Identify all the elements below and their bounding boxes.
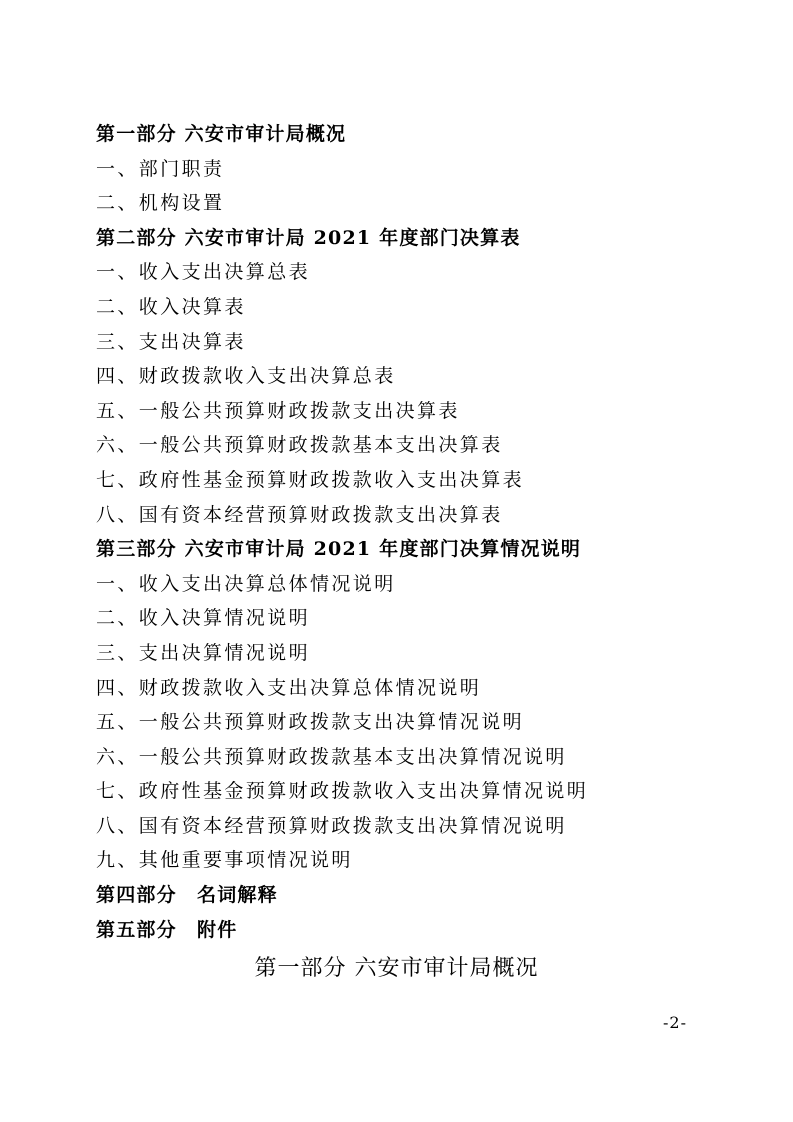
toc-item: 五、一般公共预算财政拨款支出决算情况说明 — [96, 711, 525, 734]
toc-item: 三、支出决算表 — [96, 330, 246, 353]
toc-item: 四、财政拨款收入支出决算总体情况说明 — [96, 676, 482, 699]
toc-part-4: 第四部分 名词解释 — [96, 884, 278, 907]
toc-item: 二、机构设置 — [96, 192, 225, 215]
toc-part-1: 第一部分 六安市审计局概况 — [96, 123, 347, 145]
page-number: -2- — [663, 1013, 687, 1032]
toc-part-3: 第三部分 六安市审计局 2021 年度部门决算情况说明 — [96, 538, 582, 561]
toc-part-5: 第五部分 附件 — [96, 918, 238, 941]
toc-part-2: 第二部分 六安市审计局 2021 年度部门决算表 — [96, 226, 521, 249]
toc-item: 八、国有资本经营预算财政拨款支出决算表 — [96, 503, 503, 526]
toc-item: 一、收入支出决算总体情况说明 — [96, 572, 396, 595]
toc-item: 五、一般公共预算财政拨款支出决算表 — [96, 399, 460, 422]
toc-item: 九、其他重要事项情况说明 — [96, 849, 353, 872]
toc-item: 四、财政拨款收入支出决算总表 — [96, 365, 396, 388]
toc-item: 一、收入支出决算总表 — [96, 261, 311, 284]
toc-item: 七、政府性基金预算财政拨款收入支出决算表 — [96, 468, 525, 491]
toc-item: 三、支出决算情况说明 — [96, 641, 311, 664]
toc-item: 七、政府性基金预算财政拨款收入支出决算情况说明 — [96, 780, 589, 803]
toc-item: 二、收入决算表 — [96, 295, 246, 318]
toc-item: 一、部门职责 — [96, 157, 225, 180]
table-of-contents — [96, 117, 716, 947]
toc-item: 八、国有资本经营预算财政拨款支出决算情况说明 — [96, 814, 567, 837]
toc-item: 六、一般公共预算财政拨款基本支出决算情况说明 — [96, 745, 567, 768]
toc-item: 二、收入决算情况说明 — [96, 607, 311, 630]
toc-item: 六、一般公共预算财政拨款基本支出决算表 — [96, 434, 503, 457]
section-heading: 第一部分 六安市审计局概况 — [254, 956, 539, 981]
